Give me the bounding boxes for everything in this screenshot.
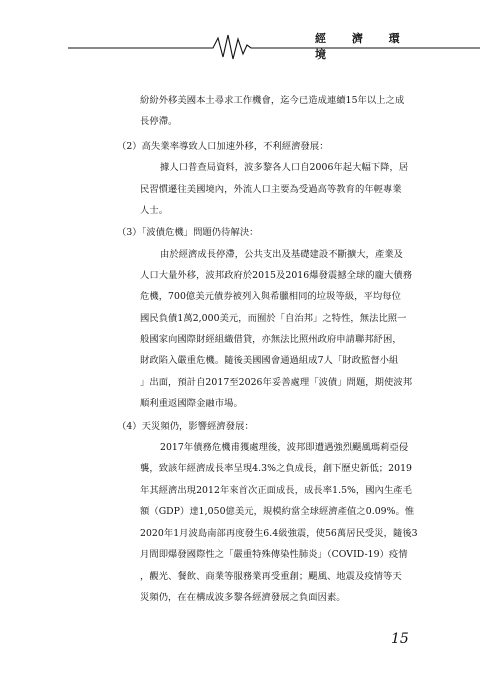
text-line: 災頻仍，在在構成波多黎各經濟發展之負面因素。 xyxy=(140,592,346,603)
text-line: 長停滯。 xyxy=(140,116,178,127)
text-line: 人口大量外移，波邦政府於2015及2016爆發震撼全球的龐大債務 xyxy=(140,270,413,281)
text-line: 額（GDP）達1,050億美元，規模約當全球經濟產值之0.09%。惟 xyxy=(140,506,415,517)
text-line: 2017年債務危機甫獲處理後，波邦即遭遇強烈颶風瑪莉亞侵 xyxy=(160,442,409,453)
text-line: 襲，致該年經濟成長率呈現4.3%之負成長，創下歷史新低；2019 xyxy=(140,463,413,474)
text-line: 順利重返國際金融市場。 xyxy=(140,398,243,409)
text-line: 民習慣遷往美國境內，外流人口主要為受過高等教育的年輕專業 xyxy=(140,184,402,195)
text-line: 2020年1月波島南部再度發生6.4級強震，使56萬居民受災，隨後3 xyxy=(140,528,418,539)
section-heading: （2）高失業率導致人口加速外移，不利經濟發展： xyxy=(117,141,329,152)
text-line: 財政陷入嚴重危機。隨後美國國會通過組成7人「財政監督小組 xyxy=(140,355,399,366)
page-number: 15 xyxy=(391,631,409,647)
text-line: 紛紛外移美國本土尋求工作機會，迄今已造成連續15年以上之成 xyxy=(140,95,405,106)
text-line: 般國家向國際財經組織借貸，亦無法比照州政府申請聯邦紓困， xyxy=(140,334,402,345)
section-heading: （3）「波債危機」問題仍待解決： xyxy=(117,227,259,238)
text-line: 據人口普查局資料，波多黎各人口自2006年起大幅下降，居 xyxy=(160,162,409,173)
text-line: 危機，700億美元債券被列入與希臘相同的垃圾等級，平均每位 xyxy=(140,291,401,302)
text-line: 國民負債1萬2,000美元，而囿於「自治邦」之特性，無法比照一 xyxy=(140,313,407,324)
header-title: 經 濟 環 境 xyxy=(315,32,411,61)
text-line: 人士。 xyxy=(140,205,169,216)
text-line: 」出面，預計自2017至2026年妥善處理「波債」問題，期使波邦 xyxy=(140,377,413,388)
section-heading: （4）天災頻仍，影響經濟發展： xyxy=(117,421,254,432)
text-line: 月間即爆發國際性之「嚴重特殊傳染性肺炎」（COVID-19）疫情 xyxy=(140,549,408,560)
text-line: 年其經濟出現2012年來首次正面成長，成長率1.5%，國內生產毛 xyxy=(140,485,413,496)
text-line: ，觀光、餐飲、商業等服務業再受重創；颶風、地震及疫情等天 xyxy=(140,571,402,582)
text-line: 由於經濟成長停滯，公共支出及基礎建設不斷擴大，產業及 xyxy=(160,249,404,260)
